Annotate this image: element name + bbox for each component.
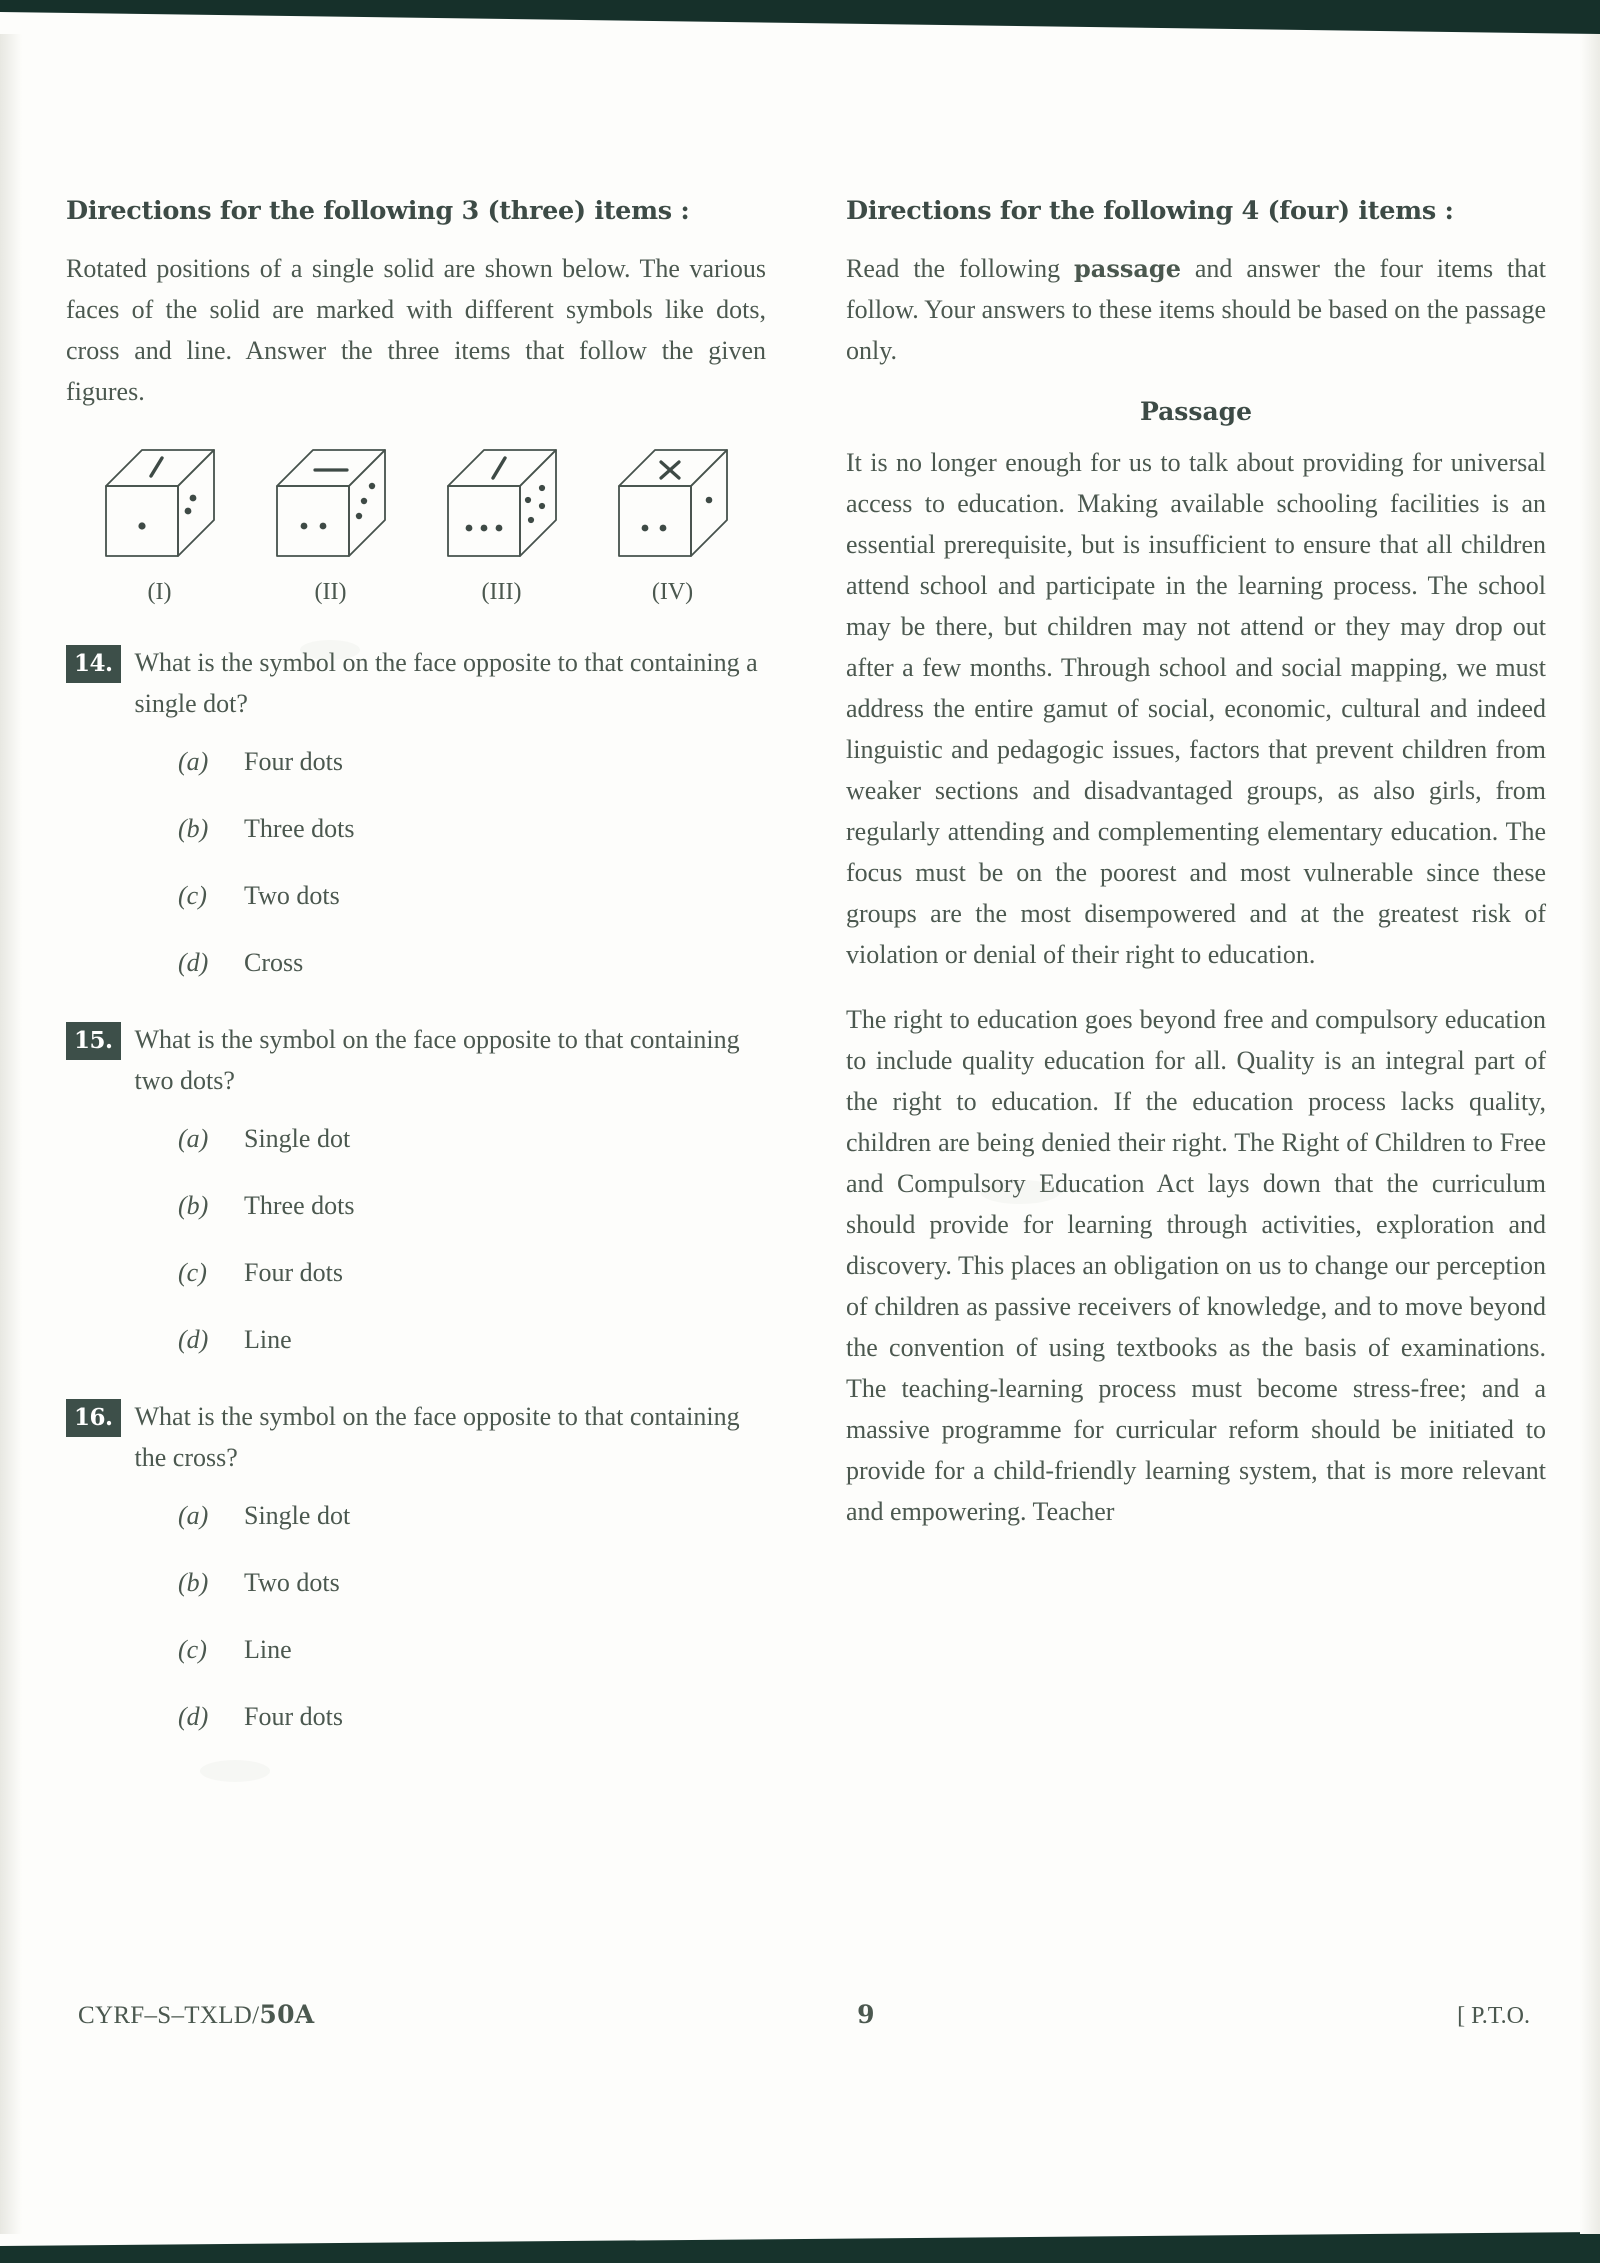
directions-heading-right: Directions for the following 4 (four) items : — [846, 196, 1454, 226]
footer-code-suffix: 50A — [259, 2000, 315, 2029]
option-15-b[interactable] — [178, 1186, 766, 1226]
question-number-badge-14: 14. — [66, 645, 121, 683]
footer-code-prefix: CYRF–S–TXLD/ — [78, 2002, 260, 2029]
figure-label-2: (II) — [314, 579, 347, 605]
cube-figure-iii — [438, 438, 566, 568]
footer-pto-label: [ P.T.O. — [1457, 2003, 1530, 2029]
option-14-a[interactable] — [178, 742, 766, 782]
question-16 — [66, 1396, 766, 1478]
option-14-b[interactable] — [178, 809, 766, 849]
scan-edge-top — [0, 0, 1600, 34]
option-label: Two dots — [244, 1568, 340, 1597]
option-letter: (c) — [178, 1258, 207, 1287]
figure-label-4: (IV) — [651, 579, 694, 605]
option-label: Three dots — [244, 814, 355, 843]
option-letter: (b) — [178, 814, 209, 843]
question-number-badge-16: 16. — [66, 1399, 121, 1437]
passage-paragraph-2: The right to education goes beyond free and compulsory education to include quality education for all. Quality is an integral part of the right to education. If the education process lacks quality, children are being denied their right. The Right of Children to Free and Compulsory Education Act lays down that the curriculum should provide for learning through activities, exploration and discovery. This places an obligation on us to change our perception of children as passive receivers of knowledge, and to move beyond the convention of using textbooks as the basis of examinations. The teaching-learning process must become stress-free; and a massive programme for curricular reform should be initiated to provide for a child-friendly learning system, that is more relevant and empowering. Teacher — [846, 1005, 1546, 1526]
option-14-c[interactable] — [178, 876, 766, 916]
option-letter: (d) — [178, 1325, 209, 1354]
option-letter: (c) — [178, 881, 207, 910]
option-15-a[interactable] — [178, 1119, 766, 1159]
top-face-line-symbol — [151, 458, 162, 476]
front-face-dot — [465, 525, 472, 532]
right-face-dot — [538, 485, 544, 491]
option-16-c[interactable] — [178, 1630, 766, 1670]
option-label: Single dot — [244, 1501, 351, 1530]
cube-figure-i — [96, 438, 224, 568]
option-14-d[interactable] — [178, 943, 766, 983]
option-15-d[interactable] — [178, 1320, 766, 1360]
directions-text-left: Rotated positions of a single solid are shown below. The various faces of the solid are marked with different symbols like dots, cross and line. Answer the three items that follow the given figures. — [66, 254, 766, 406]
passage-title: Passage — [1139, 397, 1253, 426]
figure-cell-1 — [96, 438, 224, 606]
option-16-b[interactable] — [178, 1563, 766, 1603]
right-face-dot — [705, 497, 712, 504]
figure-cell-2 — [267, 438, 395, 606]
figure-label-3: (III) — [481, 579, 522, 605]
right-face-dot — [368, 483, 374, 489]
question-15 — [66, 1019, 766, 1101]
directions-text-before: Read the following — [846, 254, 1075, 283]
option-letter: (a) — [178, 1124, 209, 1153]
right-face-dot — [189, 495, 196, 502]
question-14 — [66, 642, 766, 724]
option-letter: (b) — [178, 1568, 209, 1597]
right-face-dot — [527, 517, 533, 523]
front-face-dot — [138, 522, 145, 529]
option-label: Four dots — [244, 1258, 343, 1287]
figure-cell-4 — [609, 438, 737, 606]
option-letter: (b) — [178, 1191, 209, 1220]
figure-label-1: (I) — [147, 579, 172, 605]
options-15 — [178, 1119, 766, 1360]
options-14 — [178, 742, 766, 983]
footer-page-number: 9 — [857, 2000, 875, 2029]
options-16 — [178, 1496, 766, 1737]
right-face-dot — [538, 503, 544, 509]
two-column-layout — [66, 196, 1546, 1764]
passage-paragraph-1: It is no longer enough for us to talk about providing for universal access to education. Making available schooling facilities is an essential prerequisite, but is insufficient to ensure that all children attend school and participate in the learning process. The school may be there, but children may not attend or they may drop out after a few months. Through school and social mapping, we must address the entire gamut of social, economic, cultural and indeed linguistic and pedagogic issues, factors that prevent children from weaker sections and disadvantaged groups, as also girls, from regularly attending and complementing elementary education. The focus must be on the poorest and most vulnerable since these groups are the most disempowered and at the greatest risk of violation or denial of their right to education. — [846, 448, 1546, 969]
option-label: Four dots — [244, 1702, 343, 1731]
option-16-d[interactable] — [178, 1697, 766, 1737]
top-face-cross-symbol — [661, 462, 679, 478]
question-number-badge-15: 15. — [66, 1022, 121, 1060]
right-face-dot — [360, 498, 366, 504]
option-16-a[interactable] — [178, 1496, 766, 1536]
right-face-dot — [524, 497, 530, 503]
solid-figures-row — [66, 438, 766, 606]
right-column — [846, 196, 1546, 1764]
front-face-dot — [659, 525, 666, 532]
question-text-15: What is the symbol on the face opposite to that containing two dots? — [134, 1025, 740, 1095]
directions-text-right — [846, 248, 1546, 371]
option-label: Four dots — [244, 747, 343, 776]
front-face-dot — [480, 525, 487, 532]
front-face-dot — [641, 525, 648, 532]
option-letter: (c) — [178, 1635, 207, 1664]
option-label: Single dot — [244, 1124, 351, 1153]
front-face-dot — [495, 525, 502, 532]
left-column — [66, 196, 766, 1764]
cube-figure-ii — [267, 438, 395, 568]
front-face-dot — [300, 523, 307, 530]
question-text-14: What is the symbol on the face opposite to that containing a single dot? — [134, 648, 758, 718]
right-face-dot — [184, 508, 191, 515]
option-letter: (d) — [178, 948, 209, 977]
question-text-16: What is the symbol on the face opposite to that containing the cross? — [134, 1402, 740, 1472]
paper-edge-left — [0, 34, 22, 2234]
right-face-dot — [355, 513, 361, 519]
option-letter: (a) — [178, 1501, 209, 1530]
directions-text-passage-bold: passage — [1074, 254, 1181, 283]
top-face-line-symbol — [493, 458, 505, 478]
option-15-c[interactable] — [178, 1253, 766, 1293]
scan-edge-bottom — [0, 2228, 1600, 2263]
front-face-dot — [319, 523, 326, 530]
option-label: Two dots — [244, 881, 340, 910]
directions-text-after: and answer the four items that follow. Your answers to these items should be based on the passage only. — [846, 254, 1546, 365]
option-letter: (d) — [178, 1702, 209, 1731]
option-letter: (a) — [178, 747, 209, 776]
directions-heading-left: Directions for the following 3 (three) items : — [66, 196, 690, 226]
option-label: Cross — [244, 948, 304, 977]
figure-cell-3 — [438, 438, 566, 606]
option-label: Line — [244, 1325, 292, 1354]
paper-edge-right — [1580, 34, 1600, 2234]
option-label: Line — [244, 1635, 292, 1664]
page-footer — [78, 2000, 1530, 2030]
cube-figure-iv — [609, 438, 737, 568]
option-label: Three dots — [244, 1191, 355, 1220]
